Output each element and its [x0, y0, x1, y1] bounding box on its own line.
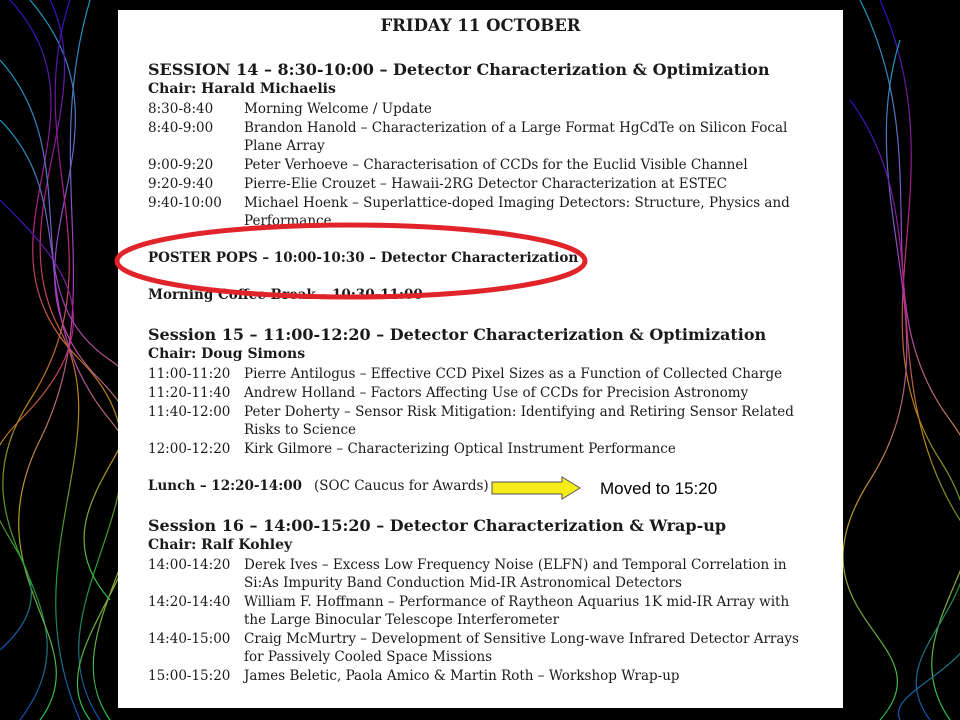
moved-note: Moved to 15:20	[600, 479, 718, 498]
page-title: FRIDAY 11 OCTOBER	[380, 16, 581, 35]
session-15-chair: Chair: Doug Simons	[148, 346, 306, 362]
poster-pops-line: POSTER POPS – 10:00-10:30 – Detector Characterization	[148, 250, 579, 266]
session-14-heading: SESSION 14 – 8:30-10:00 – Detector Characterization & Optimization	[148, 60, 770, 79]
session-14-chair: Chair: Harald Michaelis	[148, 81, 336, 97]
table-row-continuation: Plane Array	[244, 138, 325, 154]
table-row-continuation: the Large Binocular Telescope Interferometer	[244, 612, 560, 628]
schedule-document: FRIDAY 11 OCTOBER SESSION 14 – 8:30-10:00 – Detector Characterization & Optimization Chair: Harald Michaelis 8:30-8:40 Morning Welcome / Update 8:40-9:00 Brandon Hanold – Characterization of a Large Format HgCdTe on Silicon Focal Plane Array 9:00-9:20 Peter Verhoeve – Characterisation of CCDs for the Euclid Visible Channel 9:20-9:40 Pierre-Elie Crouzet – Hawaii-2RG Detector Characterization at ESTEC 9:40-10:00 Michael Hoenk – Superlattice-doped Imaging Detectors: Structure, Physics and Performance POSTER POPS – 10:00-10:30 – Detector Characterization Morning Coffee Break – 10:30-11:00 Session 15 – 11:00-12:20 – Detector Characterization & Optimization Chair: Doug Simons 11:00-11:20 Pierre Antilogus – Effective CCD Pixel Sizes as a Function of Collected Charge 11:20-11:40 Andrew Holland – Factors Affecting Use of CCDs for Precision Astronomy 11:40-12:00 Peter Doherty – Sensor Risk Mitigation: Identifying and Retiring Sensor Related Risks to Science 12:00-12:20 Kirk Gilmore – Characterizing Optical Instrument Performance Lunch – 12:20-14:00 (SOC Caucus for Awards) Session 16 – 14:00-15:20 – Detector Characterization & Wrap-up Chair: Ralf Kohley 14:00-14:20 Derek Ives – Excess Low Frequency Noise (ELFN) and Temporal Correlation in Si:As Impurity Band Conduction Mid-IR Astronomical Detectors 14:20-14:40 William F. Hoffmann – Performance of Raytheon Aquarius 1K mid-IR Array with the Large Binocular Telescope Interferometer 14:40-15:00 Craig McMurtry – Development of Sensitive Long-wave Infrared Detector Arrays for Passively Cooled Space Missions 15:00-15:20 James Beletic, Paola Amico & Martin Roth – Workshop Wrap-up	[118, 10, 843, 708]
session-16-chair: Chair: Ralf Kohley	[148, 537, 293, 553]
coffee-break-line: Morning Coffee Break – 10:30-11:00	[148, 287, 423, 303]
table-row-continuation: Performance	[244, 213, 332, 229]
session-15-heading: Session 15 – 11:00-12:20 – Detector Characterization & Optimization	[148, 325, 767, 344]
lunch-line: Lunch – 12:20-14:00	[148, 478, 303, 494]
table-row-continuation: Si:As Impurity Band Conduction Mid-IR Astronomical Detectors	[244, 575, 682, 591]
table-row-continuation: Risks to Science	[244, 422, 357, 438]
session-16-heading: Session 16 – 14:00-15:20 – Detector Characterization & Wrap-up	[148, 516, 727, 535]
soc-caucus-note: (SOC Caucus for Awards)	[314, 478, 489, 494]
table-row-continuation: for Passively Cooled Space Missions	[244, 649, 493, 665]
